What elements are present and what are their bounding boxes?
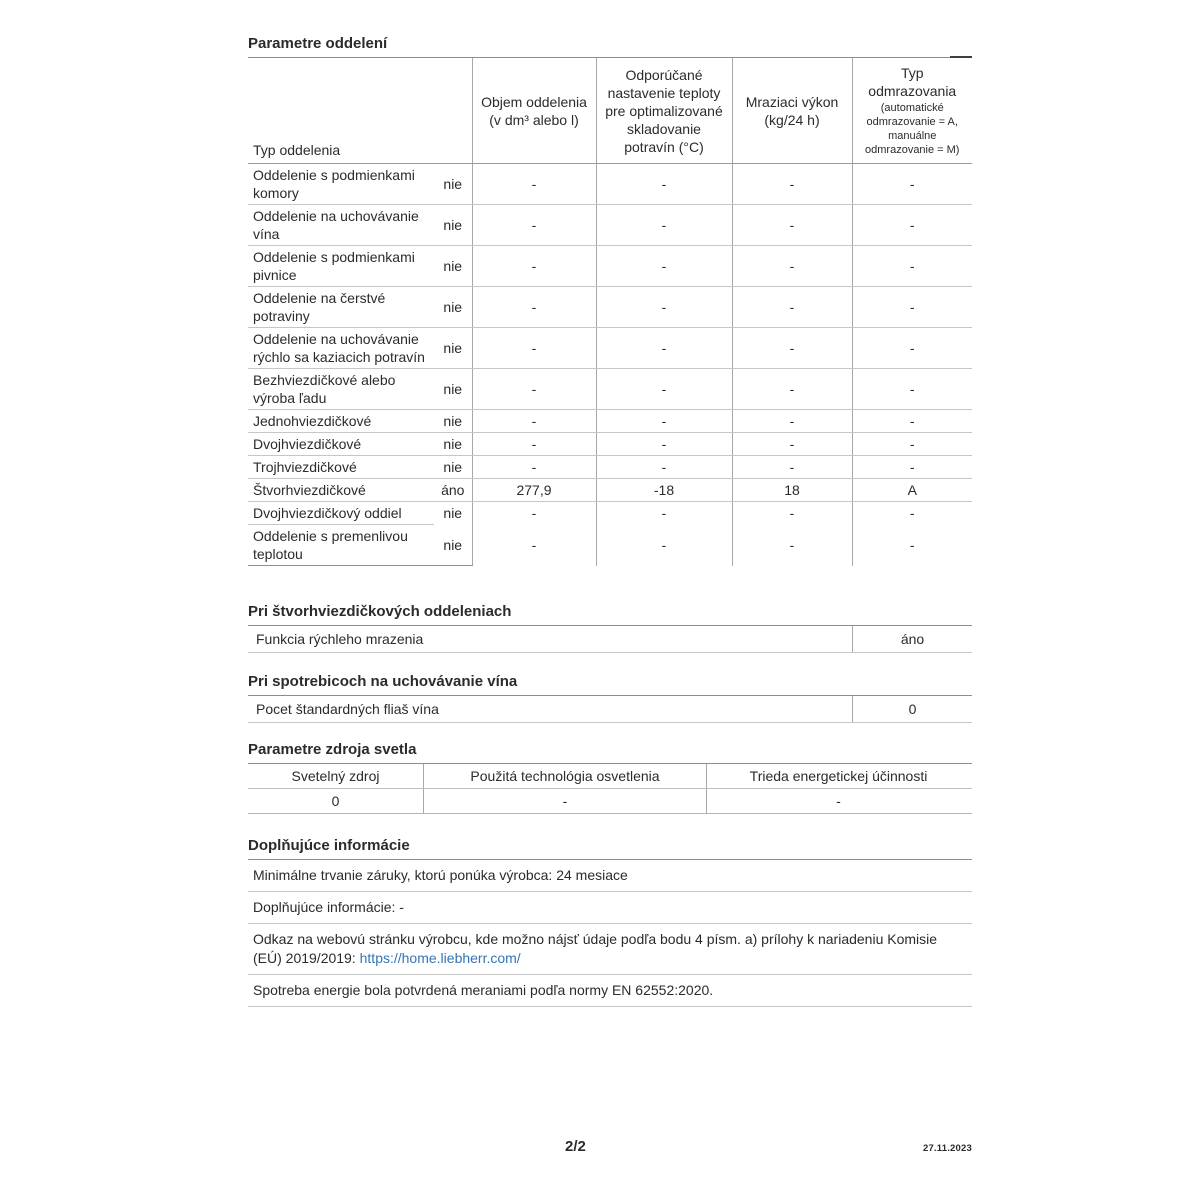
wine-row <box>248 696 972 723</box>
row-defrost: - <box>852 456 972 479</box>
table-row <box>248 410 972 433</box>
info-row-energy-standard: Spotreba energie bola potvrdená meraniami podľa normy EN 62552:2020. <box>248 975 972 1007</box>
row-temp: - <box>596 287 732 328</box>
section-title-compartments-text: Parametre oddelení <box>248 35 388 52</box>
row-label: Trojhviezdičkové <box>248 456 434 479</box>
row-volume: - <box>472 287 596 328</box>
row-defrost: - <box>852 246 972 287</box>
row-defrost: - <box>852 369 972 410</box>
row-defrost: - <box>852 410 972 433</box>
row-present: nie <box>434 205 472 246</box>
table-row <box>248 328 972 369</box>
row-defrost: A <box>852 479 972 502</box>
row-present: nie <box>443 505 463 522</box>
row-volume: 277,9 <box>472 479 596 502</box>
defrost-note: (automatické odmrazovanie = A, manuálne odmrazovanie = M) <box>865 102 960 156</box>
row-capacity: - <box>732 433 852 456</box>
wine-label: Pocet štandardných fliaš vína <box>256 701 439 717</box>
row-label: Štvorhviezdičkové <box>248 479 434 502</box>
row-volume: - <box>472 369 596 410</box>
row-temp: - <box>596 164 732 205</box>
column-header-teplota: Odporúčané nastavenie teploty pre optimalizované skladovanie potravín (°C) <box>596 58 732 164</box>
four-star-value: áno <box>852 626 972 652</box>
row-label: Oddelenie na uchovávanie vína <box>248 205 434 246</box>
row-present: nie <box>434 369 472 410</box>
row-label: Oddelenie na čerstvé potraviny <box>248 287 434 328</box>
light-value-source: 0 <box>331 793 340 809</box>
section-title-four-star: Pri štvorhviezdičkových oddeleniach <box>248 602 972 626</box>
row-volume: - <box>472 433 596 456</box>
page-date: 27.11.2023 <box>922 1143 972 1154</box>
row-temp: - <box>596 328 732 369</box>
row-temp: - <box>596 246 732 287</box>
row-defrost: - <box>852 287 972 328</box>
manufacturer-website-link[interactable]: https://home.liebherr.com/ <box>359 950 521 966</box>
row-label: Oddelenie s premenlivou teplotou <box>248 525 434 566</box>
row-capacity: - <box>732 456 852 479</box>
row-present: nie <box>434 433 472 456</box>
wine-value: 0 <box>852 696 972 722</box>
row-temp: - <box>596 433 732 456</box>
column-header-typ-oddelenia: Typ oddelenia <box>248 58 472 164</box>
row-label: Oddelenie na uchovávanie rýchlo sa kaziacich potravín <box>248 328 434 369</box>
table-row <box>248 456 972 479</box>
row-temp: - <box>596 456 732 479</box>
row-present: nie <box>434 164 472 205</box>
row-volume: - <box>472 456 596 479</box>
column-header-odmrazovanie-text: Typ odmrazovania <box>868 65 957 99</box>
row-capacity: - <box>732 246 852 287</box>
row-present: nie <box>434 287 472 328</box>
table-row <box>248 246 972 287</box>
column-header-odmrazovanie <box>852 58 972 164</box>
section-title-compartments <box>248 34 972 58</box>
table-row <box>248 502 972 525</box>
row-capacity: - <box>732 287 852 328</box>
row-present: áno <box>434 479 472 502</box>
row-present: nie <box>434 410 472 433</box>
table-row <box>248 433 972 456</box>
row-defrost: - <box>852 205 972 246</box>
compartments-header-row <box>248 58 972 164</box>
row-label: Dvojhviezdičkové <box>248 433 434 456</box>
section-title-additional: Doplňujúce informácie <box>248 836 972 860</box>
row-volume: - <box>472 328 596 369</box>
row-volume: - <box>472 246 596 287</box>
row-temp: -18 <box>596 479 732 502</box>
table-row <box>248 525 972 566</box>
light-value-technology: - <box>423 789 706 813</box>
info-row-link <box>248 924 972 975</box>
row-volume: - <box>472 502 596 525</box>
row-volume: - <box>472 410 596 433</box>
fiche-content <box>248 34 972 1007</box>
light-col-efficiency: Trieda energetickej účinnosti <box>706 764 970 788</box>
light-col-source: Svetelný zdroj <box>291 768 380 784</box>
row-present: nie <box>434 328 472 369</box>
light-col-technology: Použitá technológia osvetlenia <box>423 764 706 788</box>
row-defrost: - <box>852 433 972 456</box>
compartments-table <box>248 58 972 566</box>
section-title-wine: Pri spotrebicoch na uchovávanie vína <box>248 672 972 696</box>
row-temp: - <box>596 205 732 246</box>
section-title-light: Parametre zdroja svetla <box>248 740 972 764</box>
row-volume: - <box>472 525 596 566</box>
four-star-label: Funkcia rýchleho mrazenia <box>256 631 424 647</box>
row-present: nie <box>434 525 472 566</box>
row-temp: - <box>596 525 732 566</box>
row-volume: - <box>472 205 596 246</box>
four-star-row <box>248 626 972 653</box>
rule-tick <box>950 56 972 58</box>
row-capacity: - <box>732 502 852 525</box>
row-defrost: - <box>852 502 972 525</box>
row-capacity: - <box>732 369 852 410</box>
row-capacity: - <box>732 410 852 433</box>
row-defrost: - <box>852 525 972 566</box>
row-temp: - <box>596 502 732 525</box>
table-row <box>248 369 972 410</box>
row-capacity: - <box>732 164 852 205</box>
table-row <box>248 287 972 328</box>
row-capacity: - <box>732 328 852 369</box>
light-header-row <box>248 764 972 789</box>
light-values-row <box>248 789 972 814</box>
info-link-prefix: Odkaz na webovú stránku výrobcu, kde možno nájsť údaje podľa bodu 4 písm. a) prílohy k nariadeniu Komisie (EÚ) 2019/2019: <box>253 931 938 966</box>
row-capacity: - <box>732 205 852 246</box>
row-label: Oddelenie s podmienkami komory <box>248 164 434 205</box>
row-present: nie <box>434 246 472 287</box>
page-number: 2/2 <box>565 1138 586 1155</box>
row-label: Jednohviezdičkové <box>248 410 434 433</box>
table-row-four-star <box>248 479 972 502</box>
row-temp: - <box>596 410 732 433</box>
row-capacity: 18 <box>732 479 852 502</box>
info-row-warranty: Minimálne trvanie záruky, ktorú ponúka výrobca: 24 mesiace <box>248 860 972 892</box>
row-capacity: - <box>732 525 852 566</box>
column-header-vykon: Mraziaci výkon (kg/24 h) <box>732 58 852 164</box>
row-label: Oddelenie s podmienkami pivnice <box>248 246 434 287</box>
table-row <box>248 205 972 246</box>
row-label: Bezhviezdičkové alebo výroba ľadu <box>248 369 434 410</box>
table-row <box>248 164 972 205</box>
info-row-additional: Doplňujúce informácie: - <box>248 892 972 924</box>
row-volume: - <box>472 164 596 205</box>
row-defrost: - <box>852 328 972 369</box>
light-value-efficiency: - <box>706 789 970 813</box>
row-temp: - <box>596 369 732 410</box>
row-present: nie <box>434 456 472 479</box>
row-label: Dvojhviezdičkový oddiel <box>248 502 434 525</box>
row-defrost: - <box>852 164 972 205</box>
column-header-objem: Objem oddelenia (v dm³ alebo l) <box>472 58 596 164</box>
